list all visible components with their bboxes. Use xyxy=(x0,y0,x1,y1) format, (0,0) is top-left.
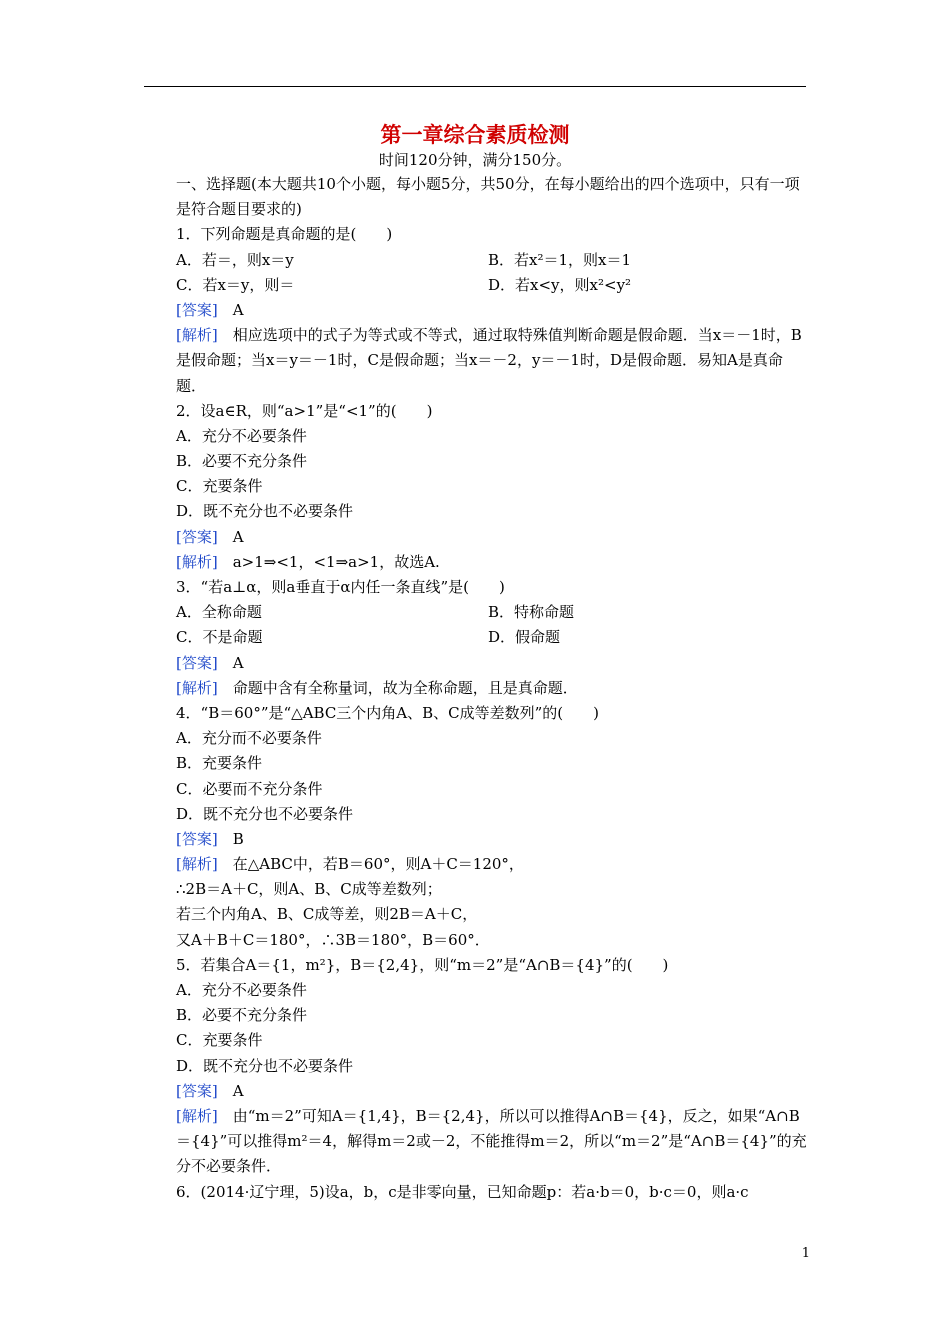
option-b: B．特称命题 xyxy=(488,603,575,622)
analysis-extra: 又A＋B＋C＝180°，∴3B＝180°，B＝60°． xyxy=(176,930,490,949)
answer-tag: [答案] xyxy=(176,300,218,319)
answer-line xyxy=(144,298,808,323)
answer-value: A xyxy=(232,1081,244,1100)
option-row xyxy=(144,273,808,298)
analysis-line xyxy=(144,550,808,575)
question-3 xyxy=(144,575,808,701)
analysis-line xyxy=(144,323,808,399)
option-d: D．假命题 xyxy=(488,628,561,647)
question-stem: 3．“若a⊥α，则a垂直于α内任一条直线”是( ) xyxy=(176,578,505,597)
option-c: C．必要而不充分条件 xyxy=(176,779,323,798)
option-c: C．若x＝y，则＝ xyxy=(176,275,295,294)
analysis-tag: [解析] xyxy=(176,552,218,571)
option-c: C．充要条件 xyxy=(176,477,263,496)
answer-tag: [答案] xyxy=(176,1081,218,1100)
answer-value: B xyxy=(232,829,244,848)
question-5 xyxy=(144,953,808,1180)
question-stem: 1．下列命题是真命题的是( ) xyxy=(176,225,393,244)
analysis-extra: ∴2B＝A＋C，则A、B、C成等差数列； xyxy=(176,880,442,899)
analysis-text: 由“m＝2”可知A＝{1,4}，B＝{2,4}，所以可以推得A∩B＝{4}，反之，如果“A∩B＝{4}”可以推得m²＝4，解得m＝2或－2，不能推得m＝2，所以“m＝2”是“A∩B＝{4}”的充分不必要条件． xyxy=(176,1106,807,1176)
question-2 xyxy=(144,399,808,575)
analysis-tag: [解析] xyxy=(176,678,218,697)
document-body xyxy=(144,172,808,1205)
analysis-text: a>1⇒<1，<1⇒a>1，故选A. xyxy=(232,552,440,571)
option-a: A．若＝，则x＝y xyxy=(176,250,294,269)
answer-line xyxy=(144,651,808,676)
answer-line xyxy=(144,1079,808,1104)
analysis-line xyxy=(144,852,808,877)
option-row xyxy=(144,600,808,625)
question-stem: 5．若集合A＝{1，m²}，B＝{2,4}，则“m＝2”是“A∩B＝{4}”的( ) xyxy=(176,955,669,974)
analysis-tag: [解析] xyxy=(176,326,218,345)
option-a: A．充分不必要条件 xyxy=(176,426,307,445)
header-rule xyxy=(144,86,806,87)
question-stem: 4．“B＝60°”是“△ABC三个内角A、B、C成等差数列”的( ) xyxy=(176,703,600,722)
option-c: C．不是命题 xyxy=(176,628,263,647)
question-6-stem: 6．(2014·辽宁理，5)设a，b，c是非零向量，已知命题p：若a·b＝0，b·c＝0，则a·c xyxy=(176,1182,749,1201)
option-c: C．充要条件 xyxy=(176,1031,263,1050)
option-d: D．既不充分也不必要条件 xyxy=(176,804,354,823)
question-4 xyxy=(144,701,808,953)
section-intro: 一、选择题(本大题共10个小题，每小题5分，共50分，在每小题给出的四个选项中，只有一项是符合题目要求的) xyxy=(176,175,800,219)
option-d: D．既不充分也不必要条件 xyxy=(176,502,354,521)
option-b: B．必要不充分条件 xyxy=(176,452,308,471)
answer-tag: [答案] xyxy=(176,527,218,546)
answer-value: A xyxy=(232,300,244,319)
option-b: B．必要不充分条件 xyxy=(176,1006,308,1025)
analysis-text: 相应选项中的式子为等式或不等式，通过取特殊值判断命题是假命题．当x＝－1时，B是假命题；当x＝y＝－1时，C是假命题；当x＝－2，y＝－1时，D是假命题．易知A是真命题． xyxy=(176,326,802,395)
answer-line xyxy=(144,525,808,550)
answer-tag: [答案] xyxy=(176,653,218,672)
option-row xyxy=(144,625,808,650)
option-b: B．若x²＝1，则x＝1 xyxy=(488,250,632,269)
option-d: D．若x<y，则x²<y² xyxy=(488,275,632,294)
analysis-text: 在△ABC中，若B＝60°，则A＋C＝120°， xyxy=(232,855,524,874)
question-stem: 2．设a∈R，则“a>1”是“<1”的( ) xyxy=(176,401,433,420)
answer-tag: [答案] xyxy=(176,829,218,848)
answer-line xyxy=(144,827,808,852)
option-a: A．充分而不必要条件 xyxy=(176,729,322,748)
question-1 xyxy=(144,222,808,398)
answer-value: A xyxy=(232,653,244,672)
option-d: D．既不充分也不必要条件 xyxy=(176,1056,354,1075)
analysis-extra: 若三个内角A、B、C成等差，则2B＝A＋C， xyxy=(176,905,478,924)
page-title: 第一章综合素质检测 xyxy=(380,123,570,147)
analysis-text: 命题中含有全称量词，故为全称命题，且是真命题． xyxy=(232,678,578,697)
option-a: A．全称命题 xyxy=(176,603,262,622)
analysis-tag: [解析] xyxy=(176,855,218,874)
analysis-line xyxy=(144,1104,808,1180)
answer-value: A xyxy=(232,527,244,546)
option-row xyxy=(144,248,808,273)
option-b: B．充要条件 xyxy=(176,754,263,773)
analysis-line xyxy=(144,676,808,701)
page-number: 1 xyxy=(801,1246,810,1261)
page-subtitle: 时间120分钟，满分150分。 xyxy=(378,151,572,169)
analysis-tag: [解析] xyxy=(176,1106,218,1125)
option-a: A．充分不必要条件 xyxy=(176,981,307,1000)
